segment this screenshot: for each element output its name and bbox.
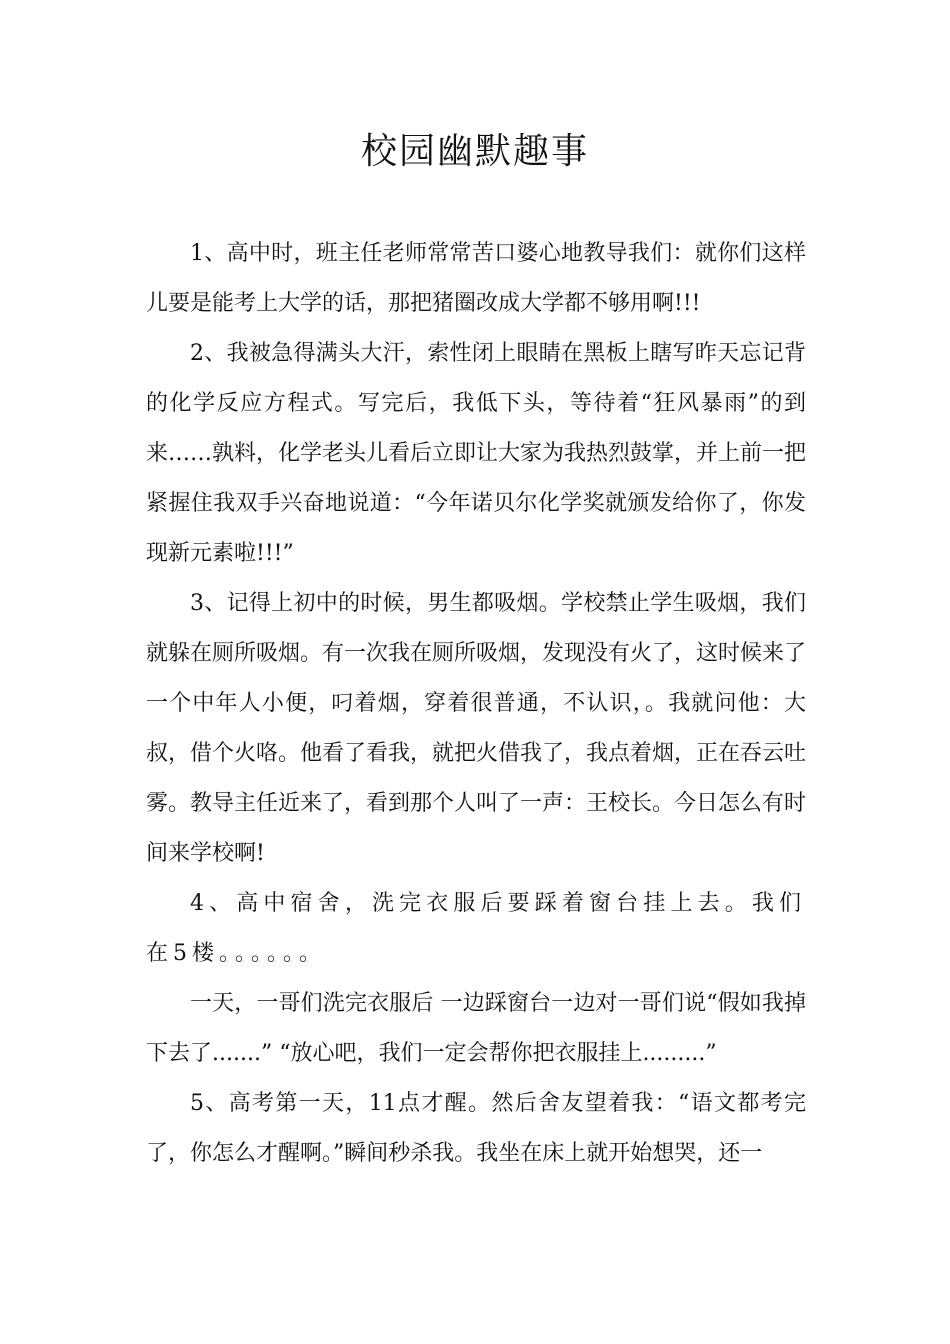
paragraph-4: 4、高中宿舍，洗完衣服后要踩着窗台挂上去。我们在5楼。。。。。。: [146, 891, 806, 966]
paragraph-2: 2、我被急得满头大汗，索性闭上眼睛在黑板上瞎写昨天忘记背的化学反应方程式。写完后，我低下头，等待着“狂风暴雨”的到来……孰料，化学老头儿看后立即让大家为我热烈鼓掌，并上前一把紧握住我双手兴奋地说道：“今年诺贝尔化学奖就颁发给你了，你发现新元素啦!!!”: [146, 341, 807, 566]
paragraph-1: 1、高中时，班主任老师常常苦口婆心地教导我们：就你们这样儿要是能考上大学的话，那把猪圈改成大学都不够用啊!!!: [146, 241, 806, 316]
paragraph-5: 一天，一哥们洗完衣服后 一边踩窗台一边对一哥们说“假如我掉下去了.......” “放心吧，我们一定会帮你把衣服挂上.........”: [146, 991, 806, 1066]
paragraph-6: 5、高考第一天，11点才醒。然后舍友望着我：“语文都考完了，你怎么才醒啊。”瞬间秒杀我。我坐在床上就开始想哭，还一: [146, 1091, 806, 1166]
document-body: [146, 229, 806, 1179]
document-title: 校园幽默趣事: [360, 131, 589, 172]
paragraph-3: 3、记得上初中的时候，男生都吸烟。学校禁止学生吸烟，我们就躲在厕所吸烟。有一次我在厕所吸烟，发现没有火了，这时候来了一个中年人小便，叼着烟，穿着很普通，不认识，。我就问他：大叔，借个火咯。他看了看我，就把火借我了，我点着烟，正在吞云吐雾。教导主任近来了，看到那个人叫了一声：王校长。今日怎么有时间来学校啊!: [146, 591, 807, 866]
